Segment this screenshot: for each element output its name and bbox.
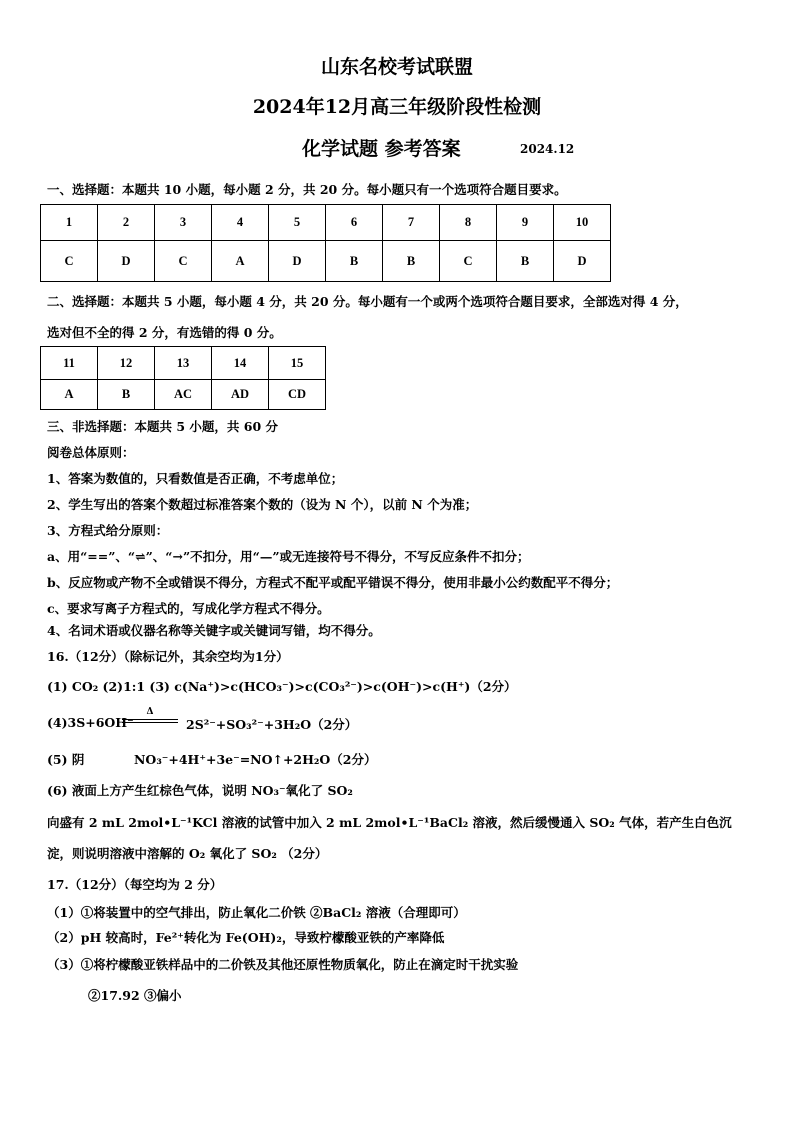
equals-bar-top [122, 719, 178, 720]
q-number: 7 [383, 205, 440, 241]
q17-line-4: ②17.92 ③偏小 [88, 988, 182, 1003]
q-number: 11 [41, 347, 98, 380]
q-answer: B [383, 241, 440, 282]
rule-1: 1、答案为数值的，只看数值是否正确，不考虑单位； [47, 471, 344, 486]
table-row [41, 241, 611, 282]
q-answer: D [98, 241, 155, 282]
q16-line-4: (6) 液面上方产生红棕色气体，说明 NO₃⁻氧化了 SO₂ [47, 783, 353, 798]
section1-heading: 一、选择题：本题共 10 小题，每小题 2 分，共 20 分。每小题只有一个选项符合题目要求。 [47, 182, 567, 197]
q-answer: C [440, 241, 497, 282]
q-number: 6 [326, 205, 383, 241]
section2-answer-table [40, 346, 326, 410]
q-answer: B [98, 380, 155, 410]
q-number: 2 [98, 205, 155, 241]
q-answer: D [554, 241, 611, 282]
title-line-3: 化学试题 参考答案 [302, 138, 461, 160]
q-answer: B [326, 241, 383, 282]
q16-heading: 16.（12分）（除标记外，其余空均为1分） [47, 649, 289, 664]
q-answer: AD [212, 380, 269, 410]
rule-3a: a、用“==”、“⇌”、“→”不扣分，用“—”或无连接符号不得分，不写反应条件不扣分； [47, 549, 530, 564]
q16-line-6: 淀，则说明溶液中溶解的 O₂ 氧化了 SO₂ （2分） [47, 846, 328, 861]
principle-title: 阅卷总体原则： [47, 445, 135, 460]
q17-line-3: （3）①将柠檬酸亚铁样品中的二价铁及其他还原性物质氧化，防止在滴定时干扰实验 [47, 957, 519, 972]
section2-heading-1: 二、选择题：本题共 5 小题，每小题 4 分，共 20 分。每小题有一个或两个选项符合题目要求，全部选对得 4 分， [47, 294, 688, 309]
table-row [41, 347, 326, 380]
q17-line-1: （1）①将装置中的空气排出，防止氧化二价铁 ②BaCl₂ 溶液（合理即可） [47, 905, 466, 920]
q-number: 3 [155, 205, 212, 241]
title-line-1: 山东名校考试联盟 [320, 56, 473, 78]
q-number: 1 [41, 205, 98, 241]
q-number: 12 [98, 347, 155, 380]
table-row [41, 380, 326, 410]
delta-symbol: Δ [146, 707, 154, 717]
q-number: 10 [554, 205, 611, 241]
title-date: 2024.12 [520, 142, 575, 156]
q-answer: C [41, 241, 98, 282]
rule-4: 4、名词术语或仪器名称等关键字或关键词写错，均不得分。 [47, 623, 381, 638]
section3-heading: 三、非选择题：本题共 5 小题，共 60 分 [47, 419, 279, 434]
q-number: 15 [269, 347, 326, 380]
q16-line-3-electrode: (5) 阴 [47, 752, 85, 767]
q16-line-2-reactants: (4)3S+6OH⁻ [47, 715, 134, 730]
q-answer: C [155, 241, 212, 282]
q-number: 4 [212, 205, 269, 241]
q-answer: AC [155, 380, 212, 410]
equals-bar-bottom [122, 722, 178, 723]
q16-line-5: 向盛有 2 mL 2mol•L⁻¹KCl 溶液的试管中加入 2 mL 2mol•L⁻¹BaCl₂ 溶液，然后缓慢通入 SO₂ 气体，若产生白色沉 [47, 815, 732, 830]
q16-line-2-products: 2S²⁻+SO₃²⁻+3H₂O（2分） [186, 717, 358, 732]
q-answer: A [41, 380, 98, 410]
q-number: 5 [269, 205, 326, 241]
table-row [41, 205, 611, 241]
q-number: 13 [155, 347, 212, 380]
rule-2: 2、学生写出的答案个数超过标准答案个数的（设为 N 个），以前 N 个为准； [47, 497, 478, 512]
rule-3: 3、方程式给分原则： [47, 523, 169, 538]
section2-heading-2: 选对但不全的得 2 分，有选错的得 0 分。 [47, 325, 282, 340]
q17-line-2: （2）pH 较高时，Fe²⁺转化为 Fe(OH)₂，导致柠檬酸亚铁的产率降低 [47, 930, 445, 945]
q-answer: A [212, 241, 269, 282]
q-number: 8 [440, 205, 497, 241]
q16-line-3-equation: NO₃⁻+4H⁺+3e⁻=NO↑+2H₂O（2分） [134, 752, 377, 767]
q-answer: B [497, 241, 554, 282]
q16-line-1: (1) CO₂ (2)1:1 (3) c(Na⁺)>c(HCO₃⁻)>c(CO₃²⁻)>c(OH⁻)>c(H⁺)（2分） [47, 679, 517, 694]
q-answer: D [269, 241, 326, 282]
section1-answer-table [40, 204, 611, 282]
q17-heading: 17.（12分）（每空均为 2 分） [47, 877, 223, 892]
q-number: 14 [212, 347, 269, 380]
title-line-2: 2024年12月高三年级阶段性检测 [252, 96, 542, 118]
rule-3b: b、反应物或产物不全或错误不得分，方程式不配平或配平错误不得分，使用非最小公约数配平不得分； [47, 575, 619, 590]
q-answer: CD [269, 380, 326, 410]
q-number: 9 [497, 205, 554, 241]
heating-equals-sign [122, 708, 178, 724]
rule-3c: c、要求写离子方程式的，写成化学方程式不得分。 [47, 601, 330, 616]
